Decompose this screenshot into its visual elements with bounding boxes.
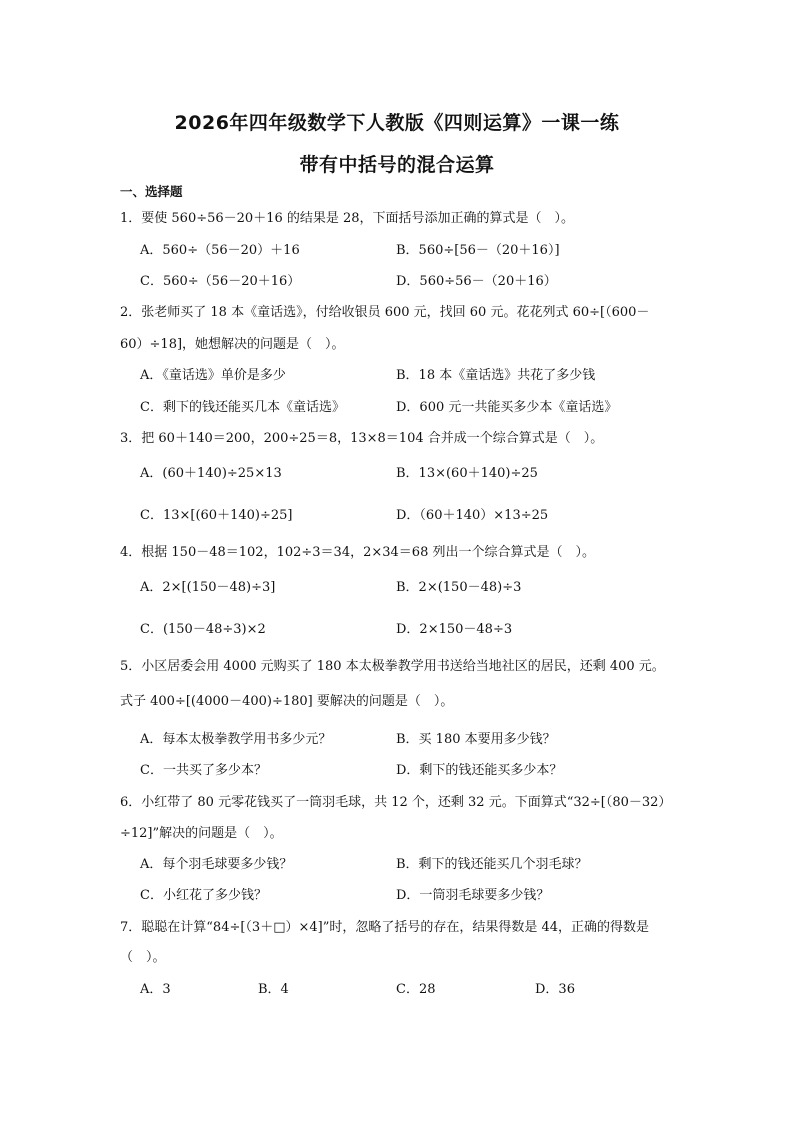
question-7-option-b: B．4 [258,982,289,997]
question-7-option-d: D．36 [535,982,575,997]
question-7-option-a: A．3 [140,982,171,997]
question-3-option-c: C．13×[(60＋140)÷25] [140,508,293,523]
question-1-option-a: A．560÷（56－20）＋16 [140,243,300,258]
question-4-option-a: A．2×[(150－48)÷3] [140,580,276,595]
question-6-option-d: D．一筒羽毛球要多少钱？ [396,888,550,903]
question-5-option-a: A．每本太极拳教学用书多少元？ [140,732,332,747]
question-2-option-c: C．剩下的钱还能买几本《童话选》 [140,400,345,415]
question-2-option-b: B．18 本《童话选》共花了多少钱 [396,368,596,383]
question-5-line-2: 式子 400÷[(4000－400)÷180] 要解决的问题是（ ）。 [120,694,454,709]
question-5-line-1: 5．小区居委会用 4000 元购买了 180 本太极拳教学用书送给当地社区的居民，还剩 400 元。 [120,659,665,674]
question-6-line-1: 6．小红带了 80 元零花钱买了一筒羽毛球，共 12 个，还剩 32 元。下面算式“32÷[（80－32） [120,795,672,810]
question-5-option-b: B．买 180 本要用多少钱？ [396,732,556,747]
question-7-option-c: C．28 [396,982,436,997]
question-4-option-c: C．(150－48÷3)×2 [140,622,266,637]
question-5-option-c: C．一共买了多少本？ [140,763,267,778]
question-6-line-2: ÷12]”解决的问题是（ ）。 [120,826,283,841]
question-4-option-b: B．2×(150－48)÷3 [396,580,522,595]
question-1-text: 1．要使 560÷56－20＋16 的结果是 28，下面括号添加正确的算式是（ ）。 [120,211,575,226]
question-1-option-d: D．560÷56－（20＋16） [396,274,557,289]
question-6-option-c: C．小红花了多少钱？ [140,888,267,903]
question-6-option-b: B．剩下的钱还能买几个羽毛球？ [396,857,588,872]
page-title: 2026年四年级数学下人教版《四则运算》一课一练 [174,112,620,134]
question-4-option-d: D．2×150－48÷3 [396,622,513,637]
page-subtitle: 带有中括号的混合运算 [299,154,495,176]
question-2-option-a: A．《童话选》单价是多少 [140,368,286,383]
question-3-text: 3．把 60＋140＝200，200÷25＝8，13×8＝104 合并成一个综合算式是（ ）。 [120,431,604,446]
question-2-line-2: 60）÷18]，她想解决的问题是（ ）。 [120,337,345,352]
question-2-line-1: 2．张老师买了 18 本《童话选》，付给收银员 600 元，找回 60 元。花花列式 60÷[（600－ [120,305,650,320]
question-4-text: 4．根据 150－48＝102，102÷3＝34，2×34＝68 列出一个综合算式是（ ）。 [120,545,595,560]
section-heading: 一、选择题 [120,184,183,199]
question-7-line-2: （ ）。 [120,950,166,965]
question-3-option-d: D．（60＋140）×13÷25 [396,508,549,523]
question-6-option-a: A．每个羽毛球要多少钱？ [140,857,293,872]
question-3-option-a: A．(60＋140)÷25×13 [140,466,282,481]
question-5-option-d: D．剩下的钱还能买多少本？ [396,763,563,778]
question-3-option-b: B．13×(60＋140)÷25 [396,466,538,481]
question-1-option-c: C．560÷（56－20＋16） [140,274,301,289]
question-1-option-b: B．560÷[56－（20＋16）] [396,243,560,258]
question-2-option-d: D．600 元一共能买多少本《童话选》 [396,400,618,415]
question-7-line-1: 7．聪聪在计算“84÷[（3＋□）×4]”时，忽略了括号的存在，结果得数是 44，正确的得数是 [120,920,650,935]
